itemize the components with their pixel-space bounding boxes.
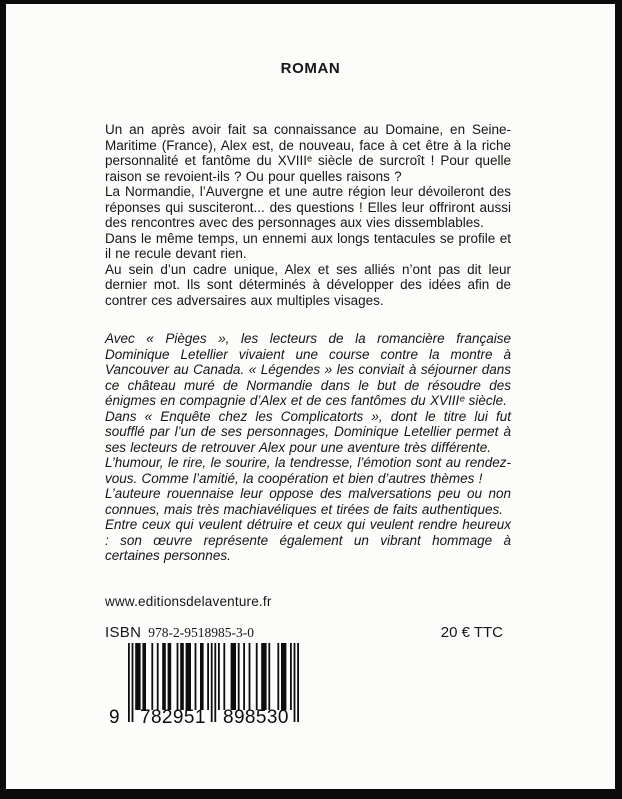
isbn-row [105, 624, 511, 642]
review-paragraph: Avec « Pièges », les lecteurs de la romancière française Dominique Letellier vivaient une course contre la montre à Vancouver au Canada. « Légendes » les conviait à séjourner dans ce château muré de Normandie dans le but de résoudre des énigmes en compagnie d’Alex et de ces fantômes du XVIIIᵉ siècle. [105, 331, 511, 408]
synopsis-paragraph: Au sein d’un cadre unique, Alex et ses alliés n’ont pas dit leur dernier mot. Ils sont déterminés à développer des idées afin de contrer ces adversaires aux multiples visages. [105, 261, 511, 308]
synopsis-paragraph: Un an après avoir fait sa connaissance au Domaine, en Seine-Maritime (France), Alex est, de nouveau, face à cet être à la riche personnalité et fantôme du XVIIIᵉ siècle de surcroît ! Pour quelle raison se revoient-ils ? Ou pour quelles raisons ? [105, 122, 511, 184]
review-paragraph: L’auteure rouennaise leur oppose des malversations peu ou non connues, mais très machiavéliques et tirées de faits authentiques. [105, 486, 511, 517]
synopsis-block [105, 122, 511, 308]
category-label: ROMAN [280, 60, 341, 77]
ean13-barcode [104, 643, 314, 735]
publisher-website: www.editionsdelaventure.fr [105, 594, 272, 609]
book-back-cover [6, 4, 615, 789]
review-paragraph: Entre ceux qui veulent détruire et ceux qui veulent rendre heureux : son œuvre représente également un vibrant hommage à certaines personnes. [105, 517, 511, 563]
barcode-digits-right-group: 898530 [223, 707, 289, 728]
barcode-digit-first: 9 [109, 707, 120, 728]
publisher-review-block [105, 331, 511, 564]
isbn-number: 978-2-9518985-3-0 [148, 625, 254, 640]
synopsis-paragraph: La Normandie, l’Auvergne et une autre région leur dévoileront des réponses qui susciteront... des questions ! Elles leur offriront aussi des rencontres avec des personnages aux vies dissemblables. [105, 184, 511, 230]
price-label: 20 € TTC [440, 624, 503, 641]
barcode-digits-left-group: 782951 [140, 707, 206, 728]
review-paragraph: L’humour, le rire, le sourire, la tendresse, l’émotion sont au rendez-vous. Comme l’amitié, la coopération et bien d’autres thèmes ! [105, 455, 511, 486]
synopsis-paragraph: Dans le même temps, un ennemi aux longs tentacules se profile et il ne recule devant rien. [105, 230, 511, 261]
isbn-label: ISBN [105, 624, 142, 641]
review-paragraph: Dans « Enquête chez les Complicatorts », dont le titre lui fut soufflé par l’un de ses personnages, Dominique Letellier permet à ses lecteurs de retrouver Alex pour une aventure très différente. [105, 408, 511, 455]
